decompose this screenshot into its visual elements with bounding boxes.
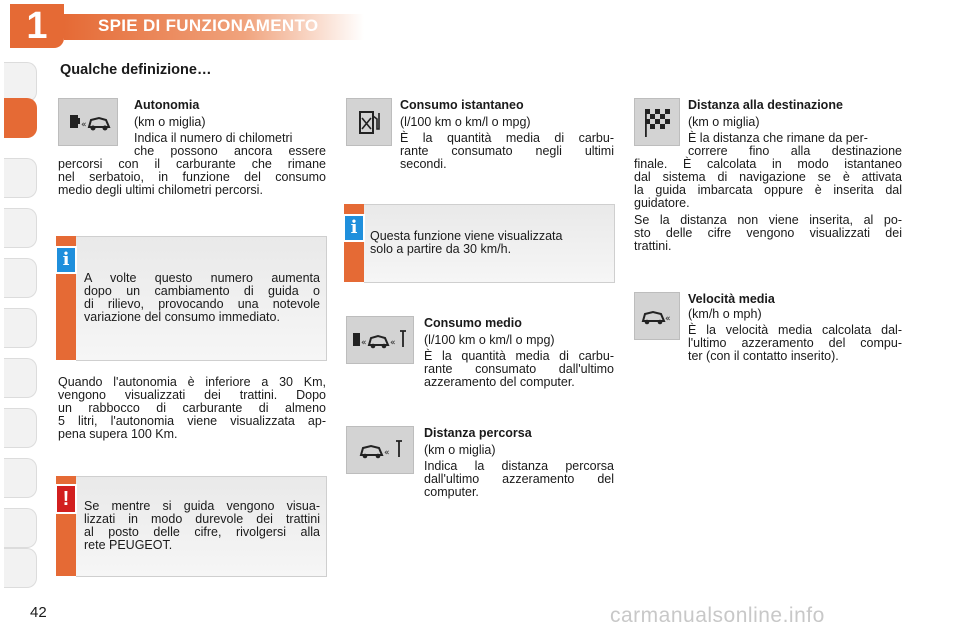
svg-text:«: « <box>361 338 367 348</box>
svg-text:«: « <box>665 314 671 324</box>
side-tab[interactable] <box>4 408 37 448</box>
consumo-istantaneo-text-3: secondi. <box>400 157 447 171</box>
chapter-number: 1 <box>26 5 48 47</box>
warning-line-4: rete PEUGEOT. <box>84 538 173 552</box>
autonomia-text-3: percorsi con il carburante che rimane <box>58 157 326 171</box>
consumo-istantaneo-title: Consumo istantaneo <box>400 98 524 112</box>
consumo-medio-text-1: È la quantità media di carbu- <box>424 349 614 363</box>
autonomia-low-line-5: pena supera 100 Km. <box>58 427 178 441</box>
side-tab[interactable] <box>4 548 37 588</box>
autonomia-low-line-4: 5 litri, l'autonomia viene visualizzata ap- <box>58 414 326 428</box>
distanza-destinazione-unit: (km o miglia) <box>688 115 760 129</box>
distanza-destinazione-text2-1: Se la distanza non viene inserita, al po- <box>634 213 902 227</box>
autonomia-text-5: medio degli ultimi chilometri percorsi. <box>58 183 263 197</box>
distanza-destinazione-text-2: correre fino alla destinazione <box>688 144 902 158</box>
autonomia-title: Autonomia <box>134 98 200 112</box>
consumo-medio-title: Consumo medio <box>424 316 522 330</box>
side-tab[interactable] <box>4 158 37 198</box>
distanza-destinazione-text-5: la guida imbarcata oppure è inserita dal <box>634 183 902 197</box>
average-speed-icon <box>634 292 680 340</box>
side-tab[interactable] <box>4 458 37 498</box>
warning-line-3: al posto delle cifre, rivolgersi alla <box>84 525 320 539</box>
info-consumo-line-2: solo a partire da 30 km/h. <box>370 242 512 256</box>
info-autonomia-line-1: A volte questo numero aumenta <box>84 271 320 285</box>
distanza-destinazione-title: Distanza alla destinazione <box>688 98 843 112</box>
consumo-medio-unit: (l/100 km o km/l o mpg) <box>424 333 555 347</box>
side-tab-active[interactable] <box>4 98 37 138</box>
distanza-destinazione-text2-2: sto delle cifre vengono visualizzati dei <box>634 226 902 240</box>
fuel-pump-icon <box>346 98 392 146</box>
side-tab[interactable] <box>4 208 37 248</box>
page-number: 42 <box>30 604 47 621</box>
svg-text:«: « <box>390 338 396 348</box>
distanza-percorsa-text-1: Indica la distanza percorsa <box>424 459 614 473</box>
autonomia-text-1: Indica il numero di chilometri <box>134 131 293 145</box>
distanza-percorsa-text-3: computer. <box>424 485 479 499</box>
distanza-destinazione-text-4: dal sistema di navigazione se è attivata <box>634 170 902 184</box>
checkered-flag-icon <box>634 98 680 146</box>
distanza-percorsa-unit: (km o miglia) <box>424 443 496 457</box>
velocita-media-text-2: l'ultimo azzeramento del compu- <box>688 336 902 350</box>
autonomia-unit: (km o miglia) <box>134 115 206 129</box>
velocita-media-text-1: È la velocità media calcolata dal- <box>688 323 902 337</box>
consumo-istantaneo-unit: (l/100 km o km/l o mpg) <box>400 115 531 129</box>
distanza-percorsa-title: Distanza percorsa <box>424 426 532 440</box>
distanza-destinazione-text-3: finale. È calcolata in modo istantaneo <box>634 157 902 171</box>
side-tab[interactable] <box>4 258 37 298</box>
distanza-percorsa-text-2: dall'ultimo azzeramento del <box>424 472 614 486</box>
side-tab[interactable] <box>4 358 37 398</box>
distanza-destinazione-text-6: guidatore. <box>634 196 690 210</box>
distanza-destinazione-text2-3: trattini. <box>634 239 672 253</box>
info-consumo-line-1: Questa funzione viene visualizzata <box>370 229 563 243</box>
autonomia-low-line-2: vengono visualizzati dei trattini. Dopo <box>58 388 326 402</box>
consumo-istantaneo-text-1: È la quantità media di carbu- <box>400 131 614 145</box>
info-icon: i <box>55 246 77 274</box>
section-heading: Qualche definizione… <box>60 62 212 78</box>
svg-text:«: « <box>384 448 390 458</box>
chapter-title: SPIE DI FUNZIONAMENTO <box>98 16 319 35</box>
svg-text:«: « <box>81 120 87 130</box>
side-tab[interactable] <box>4 308 37 348</box>
side-tab[interactable] <box>4 62 37 102</box>
velocita-media-title: Velocità media <box>688 292 775 306</box>
velocita-media-text-3: ter (con il contatto inserito). <box>688 349 839 363</box>
chapter-side-tabs <box>0 62 40 582</box>
info-icon: i <box>343 214 365 242</box>
warning-line-1: Se mentre si guida vengono visua- <box>84 499 320 513</box>
autonomia-low-line-1: Quando l'autonomia è inferiore a 30 Km, <box>58 375 326 389</box>
info-autonomia-line-3: di rilievo, provocando una notevole <box>84 297 320 311</box>
distance-travelled-icon <box>346 426 414 474</box>
info-autonomia-line-4: variazione del consumo immediato. <box>84 310 280 324</box>
autonomia-low-line-3: un rabbocco di carburante di almeno <box>58 401 326 415</box>
page-header <box>0 0 960 52</box>
distanza-destinazione-text-1: È la distanza che rimane da per- <box>688 131 868 145</box>
warning-icon: ! <box>55 484 77 514</box>
autonomia-text-4: nel serbatoio, in funzione del consumo <box>58 170 326 184</box>
side-tab[interactable] <box>4 508 37 548</box>
autonomia-text-2: che possono ancora essere <box>134 144 326 158</box>
velocita-media-unit: (km/h o mph) <box>688 307 762 321</box>
consumo-medio-text-2: rante consumato dall'ultimo <box>424 362 614 376</box>
consumo-medio-text-3: azzeramento del computer. <box>424 375 575 389</box>
info-autonomia-line-2: dopo un cambiamento di guida o <box>84 284 320 298</box>
warning-line-2: lizzati in modo durevole dei trattini <box>84 512 320 526</box>
consumo-istantaneo-text-2: rante consumato negli ultimi <box>400 144 614 158</box>
range-icon <box>58 98 118 146</box>
watermark: carmanualsonline.info <box>610 604 825 627</box>
average-consumption-icon <box>346 316 414 364</box>
